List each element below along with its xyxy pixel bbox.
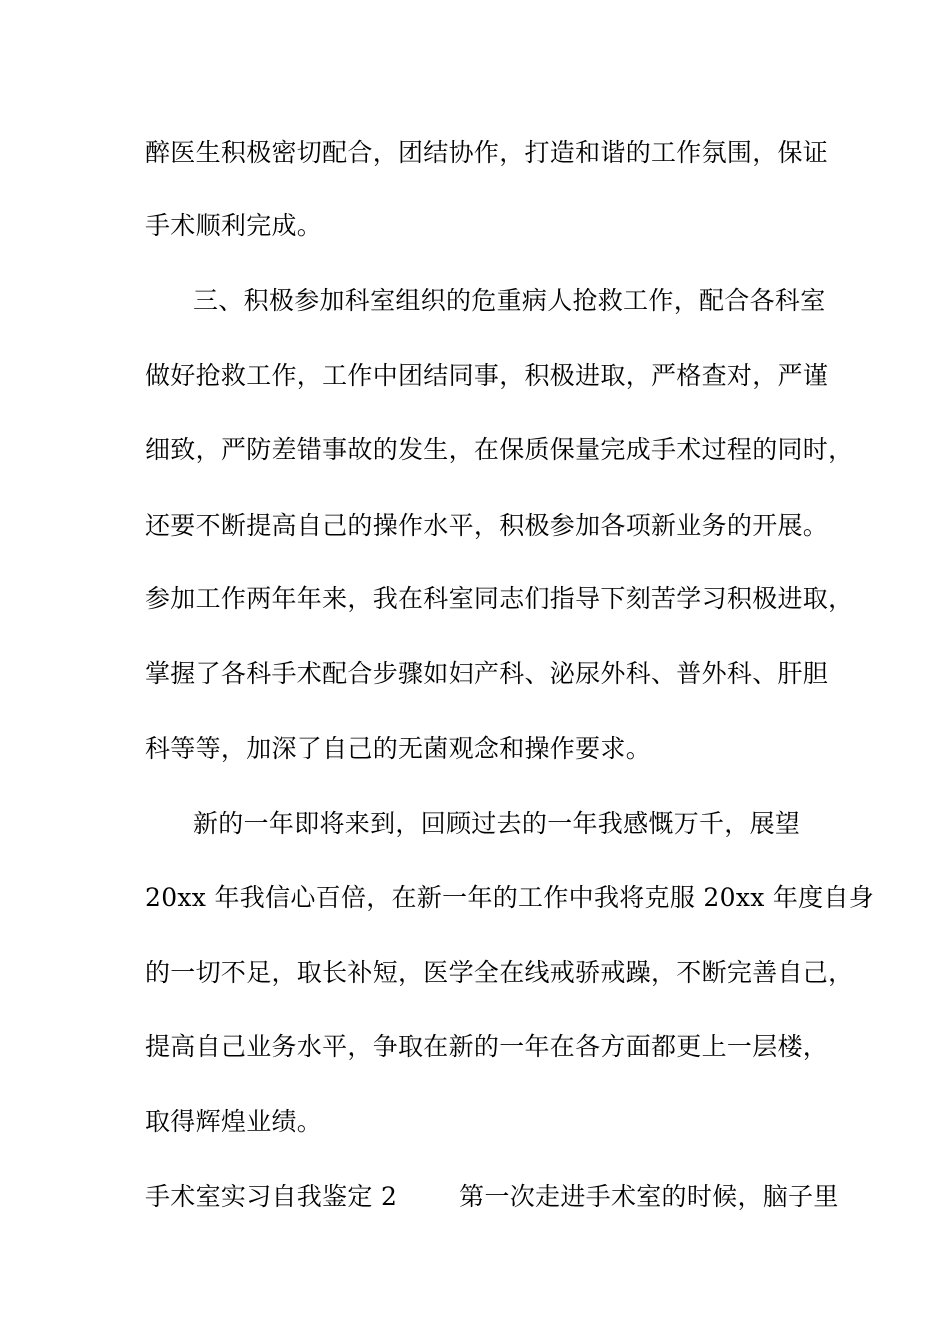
paragraph-line: 醉医生积极密切配合，团结协作，打造和谐的工作氛围，保证 (145, 138, 829, 167)
paragraph-line: 新的一年即将来到，回顾过去的一年我感慨万千，展望 (193, 809, 801, 838)
paragraph-line: 掌握了各科手术配合步骤如妇产科、泌尿外科、普外科、肝胆 (145, 659, 829, 688)
paragraph-line: 做好抢救工作，工作中团结同事，积极进取，严格查对，严谨 (145, 361, 829, 390)
paragraph-line: 参加工作两年年来，我在科室同志们指导下刻苦学习积极进取， (145, 584, 854, 613)
paragraph-line: 细致，严防差错事故的发生，在保质保量完成手术过程的同时， (145, 435, 854, 464)
paragraph-line: 提高自己业务水平，争取在新的一年在各方面都更上一层楼， (145, 1032, 829, 1061)
section-heading-line (145, 1182, 839, 1212)
section-title: 手术室实习自我鉴定 2 (145, 1182, 398, 1211)
paragraph-line: 科等等，加深了自己的无菌观念和操作要求。 (145, 734, 652, 763)
paragraph-line: 三、积极参加科室组织的危重病人抢救工作，配合各科室 (193, 286, 826, 315)
section-intro-text: 第一次走进手术室的时候，脑子里 (459, 1182, 839, 1211)
paragraph-line: 取得辉煌业绩。 (145, 1107, 323, 1136)
paragraph-line: 还要不断提高自己的操作水平，积极参加各项新业务的开展。 (145, 511, 829, 540)
paragraph-line: 手术顺利完成。 (145, 211, 323, 240)
paragraph-line: 20xx 年我信心百倍，在新一年的工作中我将克服 20xx 年度自身 (145, 883, 875, 912)
paragraph-line: 的一切不足，取长补短，医学全在线戒骄戒躁，不断完善自己， (145, 958, 854, 987)
